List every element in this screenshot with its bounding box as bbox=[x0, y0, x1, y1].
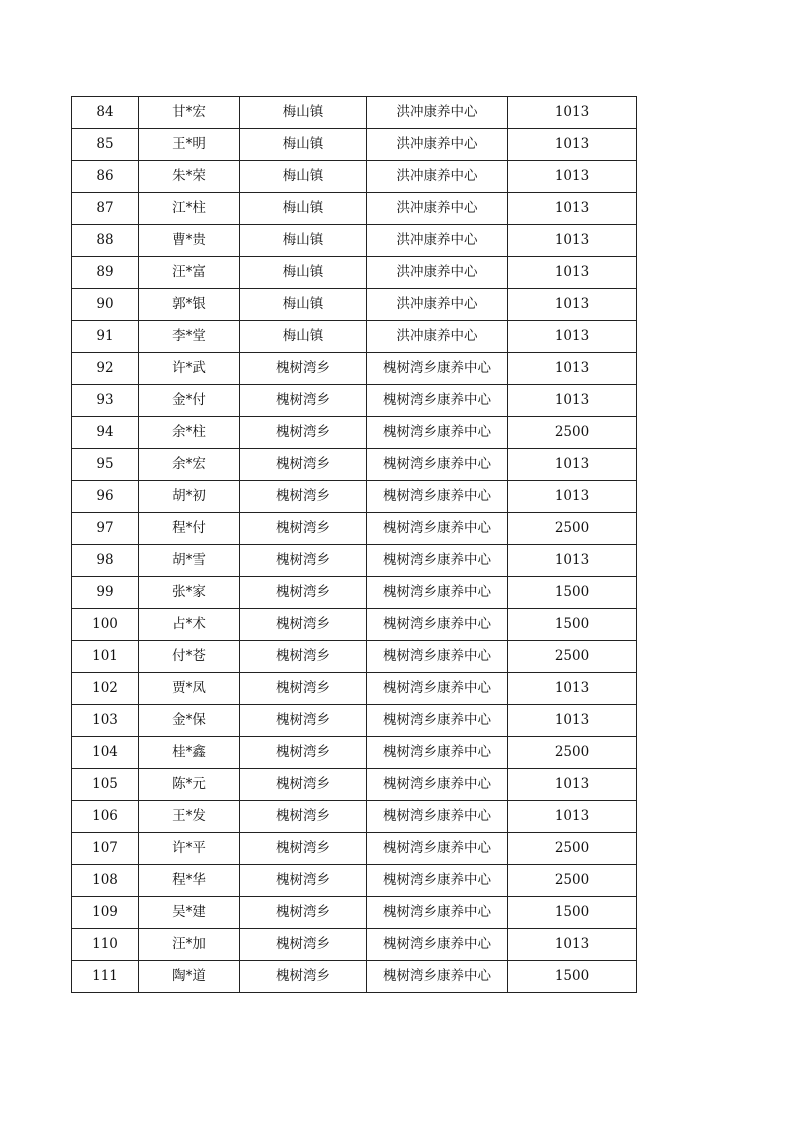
cell-person-name: 程*付 bbox=[139, 513, 240, 545]
cell-amount: 1013 bbox=[508, 161, 637, 193]
table-row bbox=[72, 961, 637, 993]
cell-amount: 1013 bbox=[508, 129, 637, 161]
cell-township: 槐树湾乡 bbox=[240, 353, 367, 385]
cell-serial-number: 95 bbox=[72, 449, 139, 481]
cell-serial-number: 88 bbox=[72, 225, 139, 257]
cell-care-center: 槐树湾乡康养中心 bbox=[367, 769, 508, 801]
table-row bbox=[72, 353, 637, 385]
cell-care-center: 槐树湾乡康养中心 bbox=[367, 577, 508, 609]
cell-amount: 2500 bbox=[508, 865, 637, 897]
cell-amount: 1013 bbox=[508, 385, 637, 417]
table-row bbox=[72, 289, 637, 321]
roster-table-body bbox=[72, 97, 637, 993]
cell-serial-number: 94 bbox=[72, 417, 139, 449]
cell-township: 槐树湾乡 bbox=[240, 929, 367, 961]
cell-care-center: 槐树湾乡康养中心 bbox=[367, 481, 508, 513]
cell-township: 梅山镇 bbox=[240, 225, 367, 257]
cell-person-name: 朱*荣 bbox=[139, 161, 240, 193]
cell-serial-number: 99 bbox=[72, 577, 139, 609]
cell-amount: 2500 bbox=[508, 417, 637, 449]
cell-serial-number: 110 bbox=[72, 929, 139, 961]
cell-person-name: 占*术 bbox=[139, 609, 240, 641]
cell-amount: 1500 bbox=[508, 577, 637, 609]
cell-care-center: 槐树湾乡康养中心 bbox=[367, 865, 508, 897]
cell-amount: 1500 bbox=[508, 609, 637, 641]
cell-serial-number: 103 bbox=[72, 705, 139, 737]
cell-person-name: 汪*加 bbox=[139, 929, 240, 961]
cell-care-center: 洪冲康养中心 bbox=[367, 321, 508, 353]
table-row bbox=[72, 545, 637, 577]
cell-serial-number: 85 bbox=[72, 129, 139, 161]
cell-township: 梅山镇 bbox=[240, 161, 367, 193]
cell-care-center: 槐树湾乡康养中心 bbox=[367, 929, 508, 961]
cell-township: 槐树湾乡 bbox=[240, 577, 367, 609]
table-row bbox=[72, 897, 637, 929]
cell-care-center: 槐树湾乡康养中心 bbox=[367, 641, 508, 673]
table-row bbox=[72, 705, 637, 737]
table-row bbox=[72, 385, 637, 417]
cell-amount: 1013 bbox=[508, 289, 637, 321]
cell-care-center: 洪冲康养中心 bbox=[367, 225, 508, 257]
roster-table bbox=[71, 96, 637, 993]
table-row bbox=[72, 769, 637, 801]
cell-serial-number: 97 bbox=[72, 513, 139, 545]
cell-serial-number: 109 bbox=[72, 897, 139, 929]
cell-care-center: 洪冲康养中心 bbox=[367, 257, 508, 289]
cell-care-center: 洪冲康养中心 bbox=[367, 289, 508, 321]
cell-amount: 2500 bbox=[508, 833, 637, 865]
cell-person-name: 胡*雪 bbox=[139, 545, 240, 577]
table-row bbox=[72, 513, 637, 545]
cell-township: 槐树湾乡 bbox=[240, 673, 367, 705]
table-row bbox=[72, 417, 637, 449]
cell-serial-number: 90 bbox=[72, 289, 139, 321]
cell-person-name: 张*家 bbox=[139, 577, 240, 609]
cell-township: 槐树湾乡 bbox=[240, 961, 367, 993]
table-row bbox=[72, 737, 637, 769]
cell-care-center: 槐树湾乡康养中心 bbox=[367, 673, 508, 705]
cell-serial-number: 100 bbox=[72, 609, 139, 641]
cell-township: 槐树湾乡 bbox=[240, 641, 367, 673]
cell-person-name: 江*柱 bbox=[139, 193, 240, 225]
cell-care-center: 槐树湾乡康养中心 bbox=[367, 801, 508, 833]
cell-amount: 1013 bbox=[508, 769, 637, 801]
cell-amount: 1013 bbox=[508, 225, 637, 257]
cell-person-name: 胡*初 bbox=[139, 481, 240, 513]
table-row bbox=[72, 449, 637, 481]
cell-person-name: 余*宏 bbox=[139, 449, 240, 481]
cell-serial-number: 92 bbox=[72, 353, 139, 385]
cell-person-name: 陶*道 bbox=[139, 961, 240, 993]
cell-township: 槐树湾乡 bbox=[240, 833, 367, 865]
table-row bbox=[72, 225, 637, 257]
cell-serial-number: 91 bbox=[72, 321, 139, 353]
cell-township: 槐树湾乡 bbox=[240, 737, 367, 769]
cell-person-name: 王*明 bbox=[139, 129, 240, 161]
cell-township: 槐树湾乡 bbox=[240, 385, 367, 417]
cell-township: 梅山镇 bbox=[240, 97, 367, 129]
table-row bbox=[72, 609, 637, 641]
table-row bbox=[72, 577, 637, 609]
cell-amount: 2500 bbox=[508, 737, 637, 769]
table-row bbox=[72, 865, 637, 897]
cell-person-name: 吴*建 bbox=[139, 897, 240, 929]
table-row bbox=[72, 673, 637, 705]
table-row bbox=[72, 833, 637, 865]
cell-amount: 1013 bbox=[508, 321, 637, 353]
cell-person-name: 金*保 bbox=[139, 705, 240, 737]
cell-serial-number: 101 bbox=[72, 641, 139, 673]
table-row bbox=[72, 801, 637, 833]
cell-amount: 1013 bbox=[508, 481, 637, 513]
cell-township: 槐树湾乡 bbox=[240, 449, 367, 481]
cell-amount: 1013 bbox=[508, 929, 637, 961]
cell-serial-number: 93 bbox=[72, 385, 139, 417]
cell-amount: 1013 bbox=[508, 353, 637, 385]
cell-person-name: 余*柱 bbox=[139, 417, 240, 449]
cell-amount: 1013 bbox=[508, 705, 637, 737]
cell-serial-number: 108 bbox=[72, 865, 139, 897]
cell-serial-number: 107 bbox=[72, 833, 139, 865]
cell-care-center: 槐树湾乡康养中心 bbox=[367, 737, 508, 769]
cell-township: 槐树湾乡 bbox=[240, 417, 367, 449]
cell-care-center: 槐树湾乡康养中心 bbox=[367, 385, 508, 417]
table-row bbox=[72, 321, 637, 353]
cell-person-name: 许*平 bbox=[139, 833, 240, 865]
cell-amount: 1500 bbox=[508, 961, 637, 993]
cell-amount: 1013 bbox=[508, 545, 637, 577]
cell-care-center: 槐树湾乡康养中心 bbox=[367, 449, 508, 481]
cell-amount: 1013 bbox=[508, 193, 637, 225]
table-row bbox=[72, 161, 637, 193]
cell-care-center: 洪冲康养中心 bbox=[367, 97, 508, 129]
cell-care-center: 槐树湾乡康养中心 bbox=[367, 897, 508, 929]
cell-township: 槐树湾乡 bbox=[240, 897, 367, 929]
cell-person-name: 甘*宏 bbox=[139, 97, 240, 129]
cell-person-name: 付*苍 bbox=[139, 641, 240, 673]
cell-amount: 1013 bbox=[508, 97, 637, 129]
cell-township: 梅山镇 bbox=[240, 257, 367, 289]
cell-serial-number: 96 bbox=[72, 481, 139, 513]
cell-township: 槐树湾乡 bbox=[240, 481, 367, 513]
cell-person-name: 陈*元 bbox=[139, 769, 240, 801]
table-row bbox=[72, 97, 637, 129]
cell-person-name: 王*发 bbox=[139, 801, 240, 833]
cell-serial-number: 102 bbox=[72, 673, 139, 705]
table-row bbox=[72, 257, 637, 289]
cell-township: 梅山镇 bbox=[240, 193, 367, 225]
cell-amount: 1013 bbox=[508, 449, 637, 481]
cell-care-center: 槐树湾乡康养中心 bbox=[367, 705, 508, 737]
cell-care-center: 槐树湾乡康养中心 bbox=[367, 833, 508, 865]
cell-care-center: 槐树湾乡康养中心 bbox=[367, 545, 508, 577]
cell-amount: 1500 bbox=[508, 897, 637, 929]
cell-amount: 1013 bbox=[508, 673, 637, 705]
cell-person-name: 曹*贵 bbox=[139, 225, 240, 257]
cell-serial-number: 106 bbox=[72, 801, 139, 833]
cell-care-center: 洪冲康养中心 bbox=[367, 129, 508, 161]
cell-amount: 1013 bbox=[508, 257, 637, 289]
table-row bbox=[72, 481, 637, 513]
table-row bbox=[72, 641, 637, 673]
cell-person-name: 李*堂 bbox=[139, 321, 240, 353]
cell-person-name: 贾*凤 bbox=[139, 673, 240, 705]
cell-serial-number: 87 bbox=[72, 193, 139, 225]
cell-serial-number: 111 bbox=[72, 961, 139, 993]
cell-person-name: 许*武 bbox=[139, 353, 240, 385]
cell-person-name: 程*华 bbox=[139, 865, 240, 897]
cell-person-name: 汪*富 bbox=[139, 257, 240, 289]
cell-care-center: 槐树湾乡康养中心 bbox=[367, 513, 508, 545]
cell-serial-number: 104 bbox=[72, 737, 139, 769]
cell-township: 梅山镇 bbox=[240, 129, 367, 161]
cell-township: 槐树湾乡 bbox=[240, 705, 367, 737]
cell-care-center: 槐树湾乡康养中心 bbox=[367, 961, 508, 993]
cell-care-center: 槐树湾乡康养中心 bbox=[367, 609, 508, 641]
cell-person-name: 郭*银 bbox=[139, 289, 240, 321]
cell-serial-number: 98 bbox=[72, 545, 139, 577]
cell-care-center: 洪冲康养中心 bbox=[367, 161, 508, 193]
cell-care-center: 槐树湾乡康养中心 bbox=[367, 353, 508, 385]
cell-township: 槐树湾乡 bbox=[240, 769, 367, 801]
cell-township: 梅山镇 bbox=[240, 289, 367, 321]
cell-amount: 1013 bbox=[508, 801, 637, 833]
table-row bbox=[72, 929, 637, 961]
cell-township: 槐树湾乡 bbox=[240, 545, 367, 577]
cell-amount: 2500 bbox=[508, 641, 637, 673]
cell-township: 槐树湾乡 bbox=[240, 513, 367, 545]
cell-serial-number: 89 bbox=[72, 257, 139, 289]
table-row bbox=[72, 193, 637, 225]
cell-township: 槐树湾乡 bbox=[240, 865, 367, 897]
cell-township: 槐树湾乡 bbox=[240, 801, 367, 833]
cell-serial-number: 86 bbox=[72, 161, 139, 193]
cell-care-center: 洪冲康养中心 bbox=[367, 193, 508, 225]
table-row bbox=[72, 129, 637, 161]
cell-township: 槐树湾乡 bbox=[240, 609, 367, 641]
cell-care-center: 槐树湾乡康养中心 bbox=[367, 417, 508, 449]
cell-person-name: 金*付 bbox=[139, 385, 240, 417]
cell-person-name: 桂*鑫 bbox=[139, 737, 240, 769]
cell-township: 梅山镇 bbox=[240, 321, 367, 353]
cell-amount: 2500 bbox=[508, 513, 637, 545]
cell-serial-number: 84 bbox=[72, 97, 139, 129]
cell-serial-number: 105 bbox=[72, 769, 139, 801]
